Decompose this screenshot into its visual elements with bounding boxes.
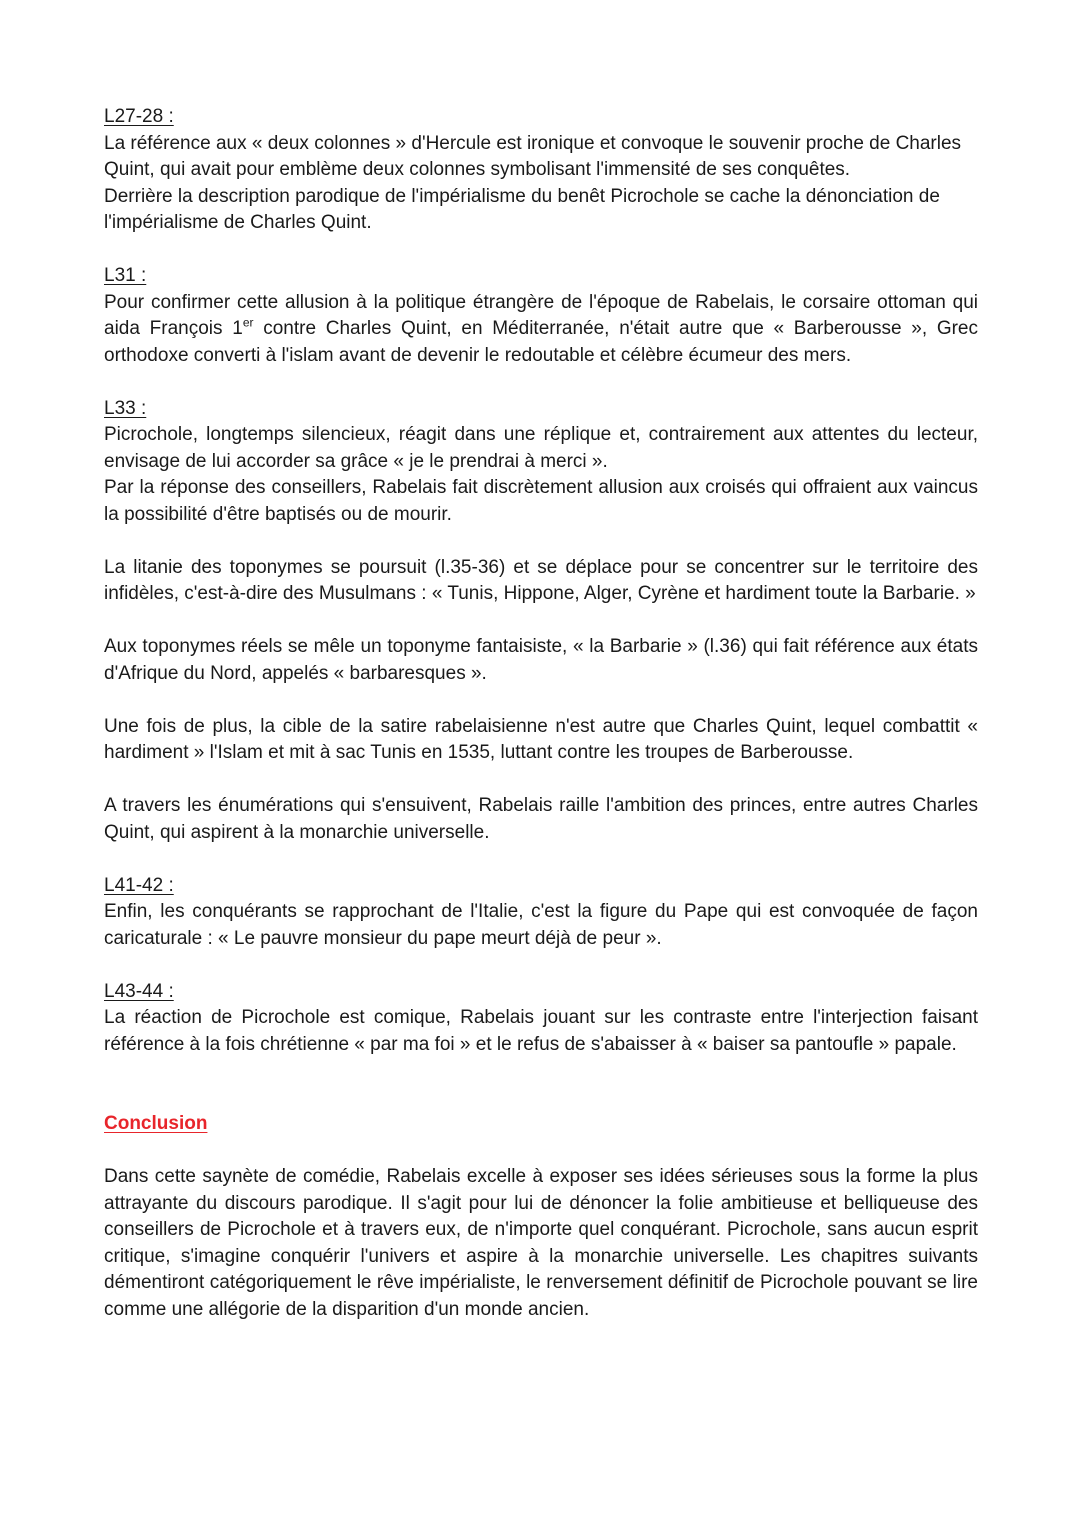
- section-label: L31 :: [104, 265, 147, 286]
- paragraph: Enfin, les conquérants se rapprochant de l'Italie, c'est la figure du Pape qui est convoquée de façon caricaturale : « Le pauvre monsieur du pape meurt déjà de peur ».: [104, 901, 978, 949]
- paragraph: La référence aux « deux colonnes » d'Hercule est ironique et convoque le souvenir proche de Charles Quint, qui avait pour emblème deux colonnes symbolisant l'immensité de ses conquêtes.: [104, 132, 962, 180]
- section-l33: [104, 396, 978, 529]
- section-label: L27-28 :: [104, 106, 174, 127]
- paragraph-text: Pour confirmer cette allusion à la politique étrangère de l'époque de Rabelais, le corsaire ottoman qui aida François 1: [104, 291, 978, 339]
- paragraph: Picrochole, longtemps silencieux, réagit dans une réplique et, contrairement aux attentes du lecteur, envisage de lui accorder sa grâce « je le prendrai à merci ».: [104, 424, 978, 472]
- section-label: L33 :: [104, 397, 147, 419]
- paragraph: La réaction de Picrochole est comique, Rabelais jouant sur les contraste entre l'interjection faisant référence à la fois chrétienne « par ma foi » et le refus de s'abaisser à « baiser sa pantoufle » papale.: [104, 1007, 978, 1055]
- paragraph: Aux toponymes réels se mêle un toponyme fantaisiste, « la Barbarie » (l.36) qui fait référence aux états d'Afrique du Nord, appelés « barbaresques ».: [104, 636, 978, 684]
- section-l43-44: [104, 979, 978, 1059]
- paragraph: Derrière la description parodique de l'impérialisme du benêt Picrochole se cache la dénonciation de l'impérialisme de Charles Quint.: [104, 185, 940, 233]
- section-l27-28: [104, 104, 978, 237]
- paragraph: La litanie des toponymes se poursuit (l.35-36) et se déplace pour se concentrer sur le territoire des infidèles, c'est-à-dire des Musulmans : « Tunis, Hippone, Alger, Cyrène et hardiment toute la Barbarie. »: [104, 556, 978, 604]
- conclusion-paragraph: Dans cette saynète de comédie, Rabelais excelle à exposer ses idées sérieuses sous la forme la plus attrayante du discours parodique. Il s'agit pour lui de dénoncer la folie ambitieuse et belliqueuse des conseillers de Picrochole et à travers eux, de n'importe quel conquérant. Picrochole, sans aucun esprit critique, s'imagine conquérir l'univers et aspire à la monarchie universelle. Les chapitres suivants démentiront catégoriquement le rêve impérialiste, le renversement définitif de Picrochole pouvant se lire comme une allégorie de la disparition d'un monde ancien.: [104, 1166, 978, 1320]
- paragraph: [104, 290, 978, 370]
- paragraph-text: contre Charles Quint, en Méditerranée, n'était autre que « Barberousse », Grec orthodoxe converti à l'islam avant de devenir le redoutable et célèbre écumeur des mers.: [104, 318, 978, 366]
- section-label: L41-42 :: [104, 874, 174, 896]
- superscript: er: [242, 315, 254, 330]
- conclusion-section: [104, 1111, 978, 1323]
- paragraph: A travers les énumérations qui s'ensuivent, Rabelais raille l'ambition des princes, entre autres Charles Quint, qui aspirent à la monarchie universelle.: [104, 795, 978, 843]
- conclusion-title: Conclusion: [104, 1113, 208, 1134]
- section-l41-42: [104, 873, 978, 953]
- section-l31: [104, 263, 978, 369]
- paragraph: Par la réponse des conseillers, Rabelais fait discrètement allusion aux croisés qui offraient aux vaincus la possibilité d'être baptisés ou de mourir.: [104, 477, 978, 525]
- paragraph: Une fois de plus, la cible de la satire rabelaisienne n'est autre que Charles Quint, lequel combattit « hardiment » l'Islam et mit à sac Tunis en 1535, luttant contre les troupes de Barberousse.: [104, 715, 978, 763]
- section-label: L43-44 :: [104, 980, 174, 1002]
- document-page: [104, 104, 978, 1323]
